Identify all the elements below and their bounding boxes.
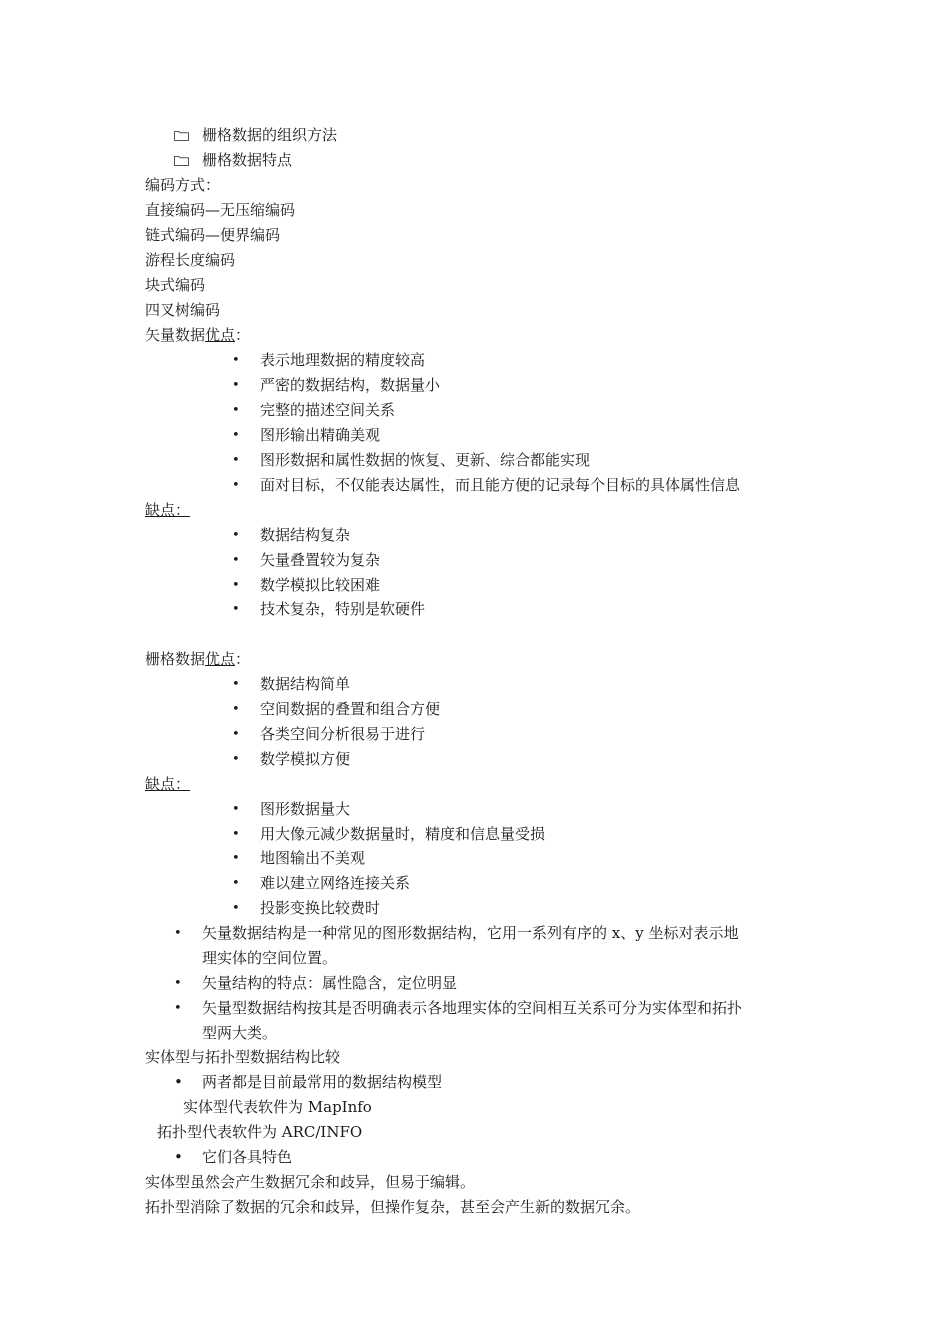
raster-con-item: 用大像元减少数据量时，精度和信息量受损 <box>260 825 546 843</box>
topology-software: 拓扑型代表软件为 ARC/INFO <box>157 1123 363 1141</box>
vector-con-item: 技术复杂，特别是软硬件 <box>260 600 426 618</box>
bullet-icon: • <box>174 1148 183 1166</box>
vector-pro-item: 图形输出精确美观 <box>260 426 381 444</box>
bullet-icon: • <box>232 403 240 418</box>
encoding-item: 直接编码—无压缩编码 <box>145 201 296 219</box>
note-line: 理实体的空间位置。 <box>202 949 338 967</box>
raster-pro-item: 空间数据的叠置和组合方便 <box>260 700 441 718</box>
bullet-icon: • <box>174 1073 183 1091</box>
bullet-icon: • <box>232 702 240 717</box>
folder-icon <box>174 155 189 166</box>
encoding-item: 游程长度编码 <box>145 251 236 269</box>
bullet-icon: • <box>232 553 240 568</box>
bullet-icon: • <box>232 901 240 916</box>
bullet-icon: • <box>232 453 240 468</box>
bullet-icon: • <box>232 727 240 742</box>
bullet-icon: • <box>232 528 240 543</box>
encoding-item: 块式编码 <box>145 276 206 294</box>
bullet-icon: • <box>232 876 240 891</box>
folder-item-raster-features: 栅格数据特点 <box>202 151 293 169</box>
encoding-item: 链式编码—便界编码 <box>145 226 281 244</box>
bullet-icon: • <box>174 1001 182 1016</box>
vector-con-item: 数据结构复杂 <box>260 526 351 544</box>
bullet-icon: • <box>232 428 240 443</box>
bullet-icon: • <box>232 851 240 866</box>
raster-pro-item: 数据结构简单 <box>260 675 351 693</box>
raster-cons-heading: 缺点： <box>145 775 191 793</box>
vector-pro-item: 图形数据和属性数据的恢复、更新、综合都能实现 <box>260 451 591 469</box>
bullet-icon: • <box>232 353 240 368</box>
vector-con-item: 数学模拟比较困难 <box>260 576 381 594</box>
comparison-bullet: 两者都是目前最常用的数据结构模型 <box>202 1073 443 1091</box>
vector-pros-heading: 矢量数据优点： <box>145 326 251 344</box>
bullet-icon: • <box>232 752 240 767</box>
bullet-icon: • <box>232 602 240 617</box>
bullet-icon: • <box>232 802 240 817</box>
comparison-bullet: 它们各具特色 <box>202 1148 293 1166</box>
entity-description: 实体型虽然会产生数据冗余和歧异，但易于编辑。 <box>145 1173 476 1191</box>
vector-con-item: 矢量叠置较为复杂 <box>260 551 381 569</box>
raster-con-item: 投影变换比较费时 <box>260 899 381 917</box>
folder-icon <box>174 130 189 141</box>
raster-con-item: 难以建立网络连接关系 <box>260 874 411 892</box>
raster-con-item: 图形数据量大 <box>260 800 351 818</box>
encoding-heading: 编码方式： <box>145 176 221 194</box>
raster-pros-heading: 栅格数据优点： <box>145 650 251 668</box>
note-line: 矢量结构的特点：属性隐含，定位明显 <box>202 974 458 992</box>
raster-pro-item: 数学模拟方便 <box>260 750 351 768</box>
note-line: 型两大类。 <box>202 1024 278 1042</box>
bullet-icon: • <box>174 926 182 941</box>
vector-pro-item: 表示地理数据的精度较高 <box>260 351 426 369</box>
vector-pro-item: 完整的描述空间关系 <box>260 401 396 419</box>
topology-description: 拓扑型消除了数据的冗余和歧异，但操作复杂，甚至会产生新的数据冗余。 <box>145 1198 641 1216</box>
bullet-icon: • <box>232 378 240 393</box>
raster-pro-item: 各类空间分析很易于进行 <box>260 725 426 743</box>
vector-pro-item: 严密的数据结构，数据量小 <box>260 376 441 394</box>
bullet-icon: • <box>232 578 240 593</box>
comparison-heading: 实体型与拓扑型数据结构比较 <box>145 1048 341 1066</box>
encoding-item: 四叉树编码 <box>145 301 221 319</box>
bullet-icon: • <box>232 827 240 842</box>
vector-cons-heading: 缺点： <box>145 501 191 519</box>
vector-pro-item: 面对目标，不仅能表达属性，而且能方便的记录每个目标的具体属性信息 <box>260 476 741 494</box>
bullet-icon: • <box>232 677 240 692</box>
note-line: 矢量型数据结构按其是否明确表示各地理实体的空间相互关系可分为实体型和拓扑 <box>202 999 743 1017</box>
note-line: 矢量数据结构是一种常见的图形数据结构，它用一系列有序的 x、y 坐标对表示地 <box>202 924 739 942</box>
bullet-icon: • <box>174 976 182 991</box>
raster-con-item: 地图输出不美观 <box>260 849 366 867</box>
bullet-icon: • <box>232 478 240 493</box>
entity-software: 实体型代表软件为 MapInfo <box>183 1098 372 1116</box>
folder-item-raster-organization: 栅格数据的组织方法 <box>202 126 338 144</box>
